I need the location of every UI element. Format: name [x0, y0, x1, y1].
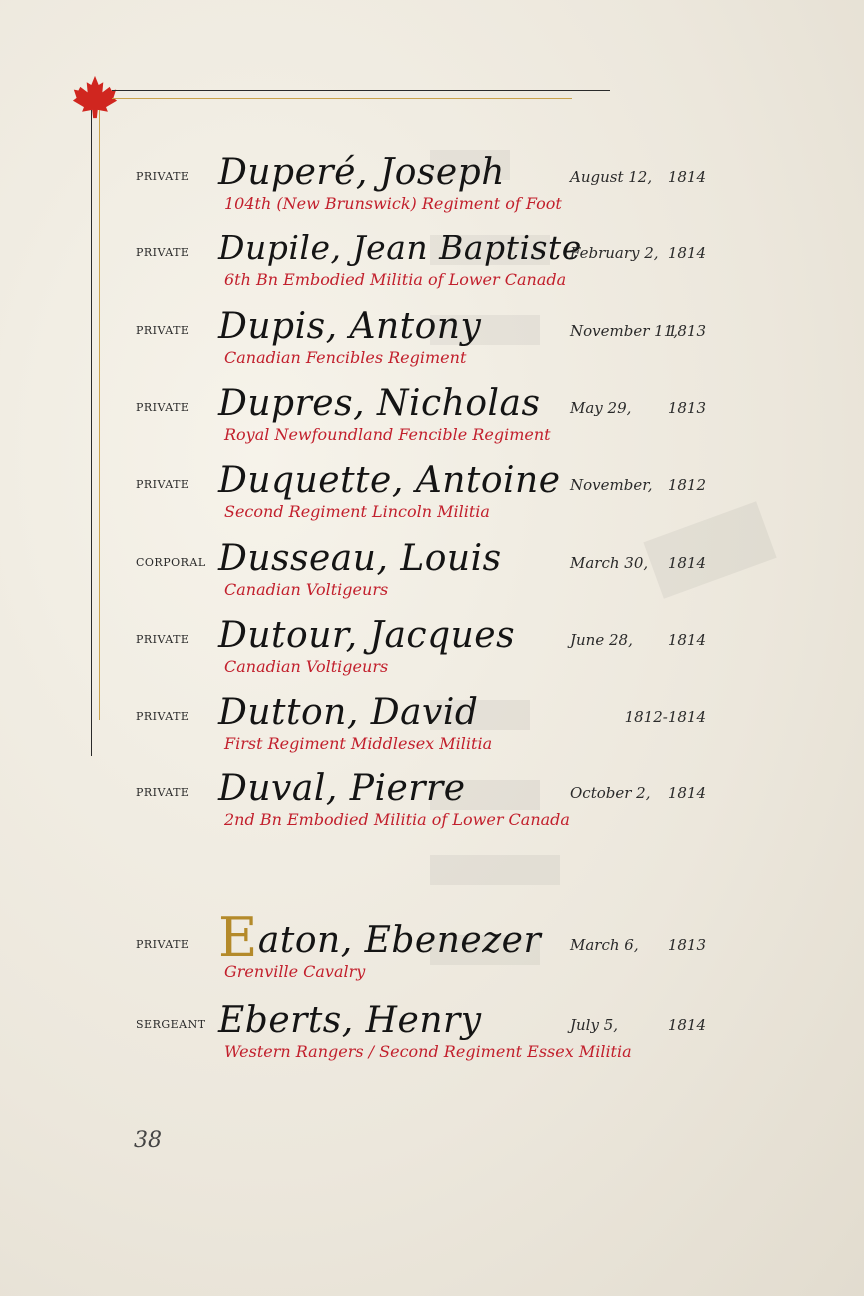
death-year: 1814: [667, 1016, 706, 1034]
illuminated-initial: E: [218, 906, 258, 969]
memorial-entry: [0, 226, 864, 308]
soldier-name: Duperé, Joseph: [218, 152, 505, 193]
soldier-name: Duquette, Antoine: [218, 460, 561, 501]
soldier-name: Dusseau, Louis: [218, 538, 502, 579]
regiment: 6th Bn Embodied Militia of Lower Canada: [224, 270, 567, 289]
rank: PRIVATE: [136, 246, 190, 259]
memorial-entry: [0, 150, 864, 232]
soldier-name: Dupres, Nicholas: [218, 383, 541, 424]
death-date: August 12,: [570, 168, 653, 186]
border-line-black-horizontal: [112, 90, 610, 91]
regiment: Canadian Voltigeurs: [224, 580, 389, 599]
regiment: 104th (New Brunswick) Regiment of Foot: [224, 194, 562, 213]
service-years: 1812-1814: [624, 708, 706, 726]
memorial-entry: [0, 613, 864, 695]
rank: PRIVATE: [136, 938, 190, 951]
memorial-entry: [0, 998, 864, 1080]
death-year: 1814: [667, 631, 706, 649]
memorial-entry: [0, 690, 864, 772]
rank: SERGEANT: [136, 1018, 206, 1031]
regiment: Grenville Cavalry: [224, 962, 366, 981]
regiment: Canadian Voltigeurs: [224, 657, 389, 676]
rank: PRIVATE: [136, 710, 190, 723]
border-line-gold-horizontal: [112, 98, 572, 99]
maple-leaf-icon: [72, 74, 118, 120]
regiment: 2nd Bn Embodied Militia of Lower Canada: [224, 810, 570, 829]
rank: CORPORAL: [136, 556, 206, 569]
rank: PRIVATE: [136, 324, 190, 337]
death-year: 1814: [667, 784, 706, 802]
death-date: February 2,: [570, 244, 659, 262]
death-date: June 28,: [570, 631, 633, 649]
soldier-name: Dupis, Antony: [218, 306, 482, 347]
soldier-name: Dutour, Jacques: [218, 615, 516, 656]
death-date: May 29,: [570, 399, 632, 417]
regiment: Canadian Fencibles Regiment: [224, 348, 467, 367]
death-year: 1814: [667, 168, 706, 186]
death-date: July 5,: [570, 1016, 619, 1034]
death-year: 1812: [667, 476, 706, 494]
death-date: November,: [570, 476, 653, 494]
death-year: 1814: [667, 244, 706, 262]
regiment: First Regiment Middlesex Militia: [224, 734, 493, 753]
death-date: March 6,: [570, 936, 639, 954]
memorial-entry: [0, 766, 864, 848]
regiment: Royal Newfoundland Fencible Regiment: [224, 425, 551, 444]
page-number: 38: [134, 1128, 162, 1153]
soldier-name: [218, 906, 542, 969]
memorial-entry: [0, 381, 864, 463]
death-date: October 2,: [570, 784, 651, 802]
death-date: November 11,: [570, 322, 679, 340]
memorial-entry: [0, 304, 864, 386]
soldier-name: Eberts, Henry: [218, 1000, 482, 1041]
death-year: 1814: [667, 554, 706, 572]
soldier-name-rest: aton, Ebenezer: [257, 920, 542, 961]
rank: PRIVATE: [136, 786, 190, 799]
regiment: Second Regiment Lincoln Militia: [224, 502, 490, 521]
soldier-name: Dupile, Jean Baptiste: [218, 228, 582, 267]
rank: PRIVATE: [136, 478, 190, 491]
soldier-name: Dutton, David: [218, 692, 479, 733]
memorial-entry: [0, 458, 864, 540]
death-year: 1813: [667, 399, 706, 417]
death-date: March 30,: [570, 554, 649, 572]
memorial-entry: [0, 906, 864, 1000]
rank: PRIVATE: [136, 633, 190, 646]
rank: PRIVATE: [136, 170, 190, 183]
soldier-name: Duval, Pierre: [218, 768, 466, 809]
rank: PRIVATE: [136, 401, 190, 414]
memorial-entry: [0, 536, 864, 618]
regiment: Western Rangers / Second Regiment Essex Militia: [224, 1042, 632, 1061]
death-year: 1813: [667, 322, 706, 340]
death-year: 1813: [667, 936, 706, 954]
